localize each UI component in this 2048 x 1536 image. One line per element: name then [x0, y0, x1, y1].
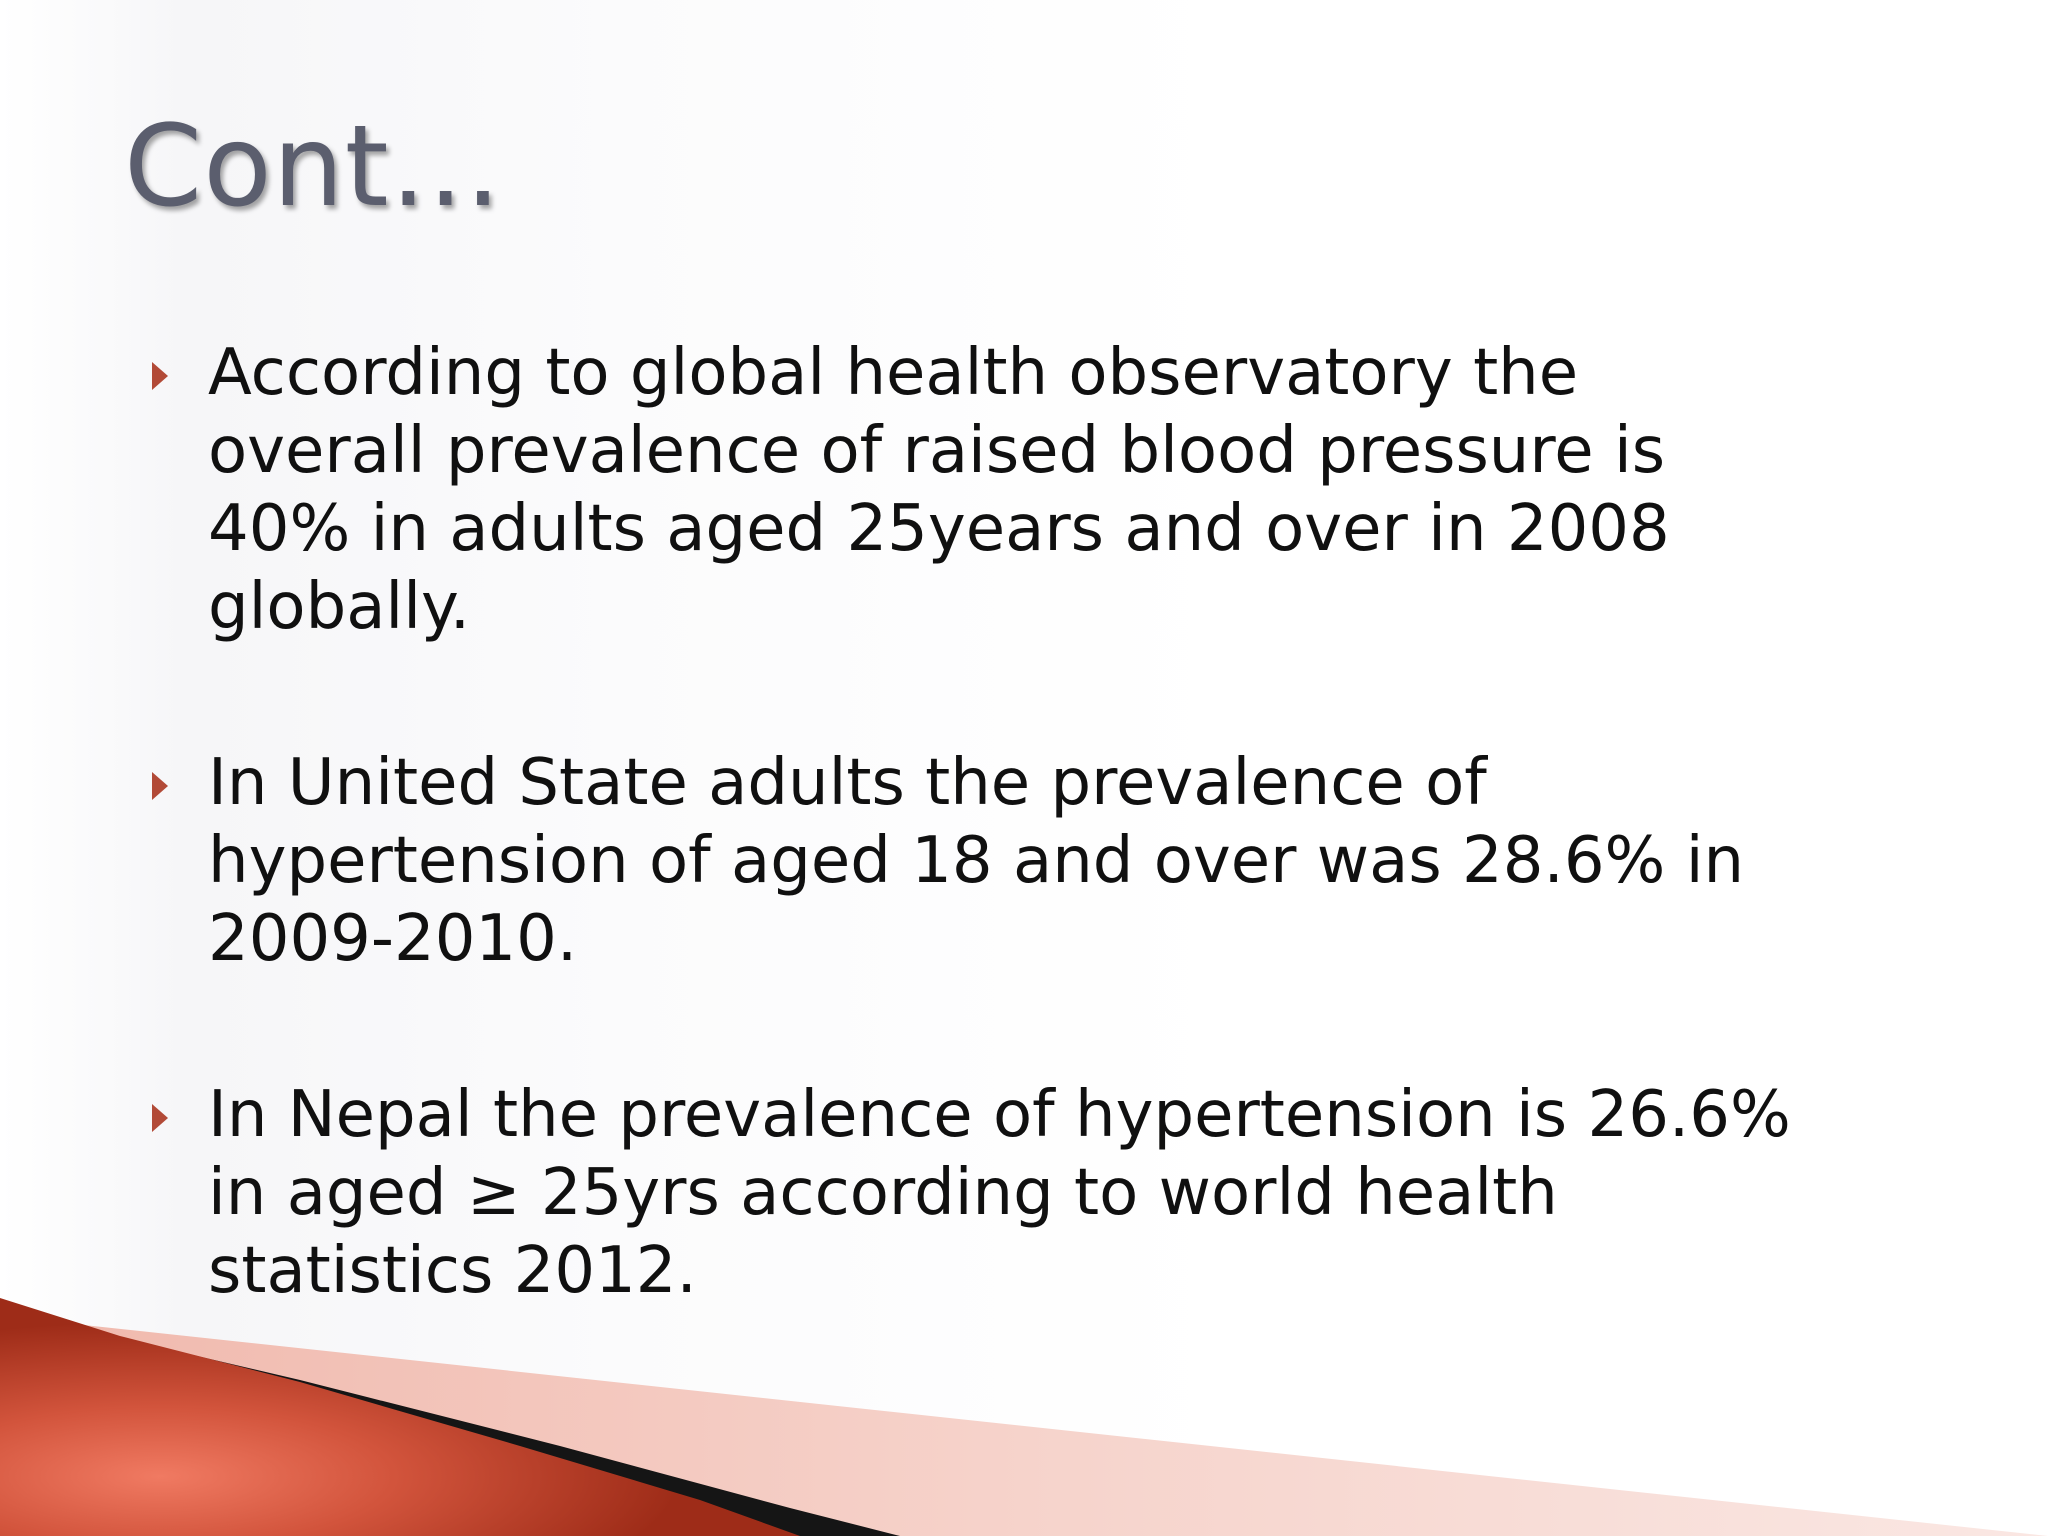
bullet-text: In United State adults the prevalence of hypertension of aged 18 and over was 28.6% in 2009-2010.: [208, 746, 1745, 976]
triangle-right-icon: [152, 772, 168, 800]
bullet-list: [150, 334, 1950, 1310]
bullet-item: [150, 744, 1950, 978]
triangle-right-icon: [152, 1104, 168, 1132]
triangle-right-icon: [152, 362, 168, 390]
bullet-text: According to global health observatory the overall prevalence of raised blood pressure is 40% in adults aged 25years and over in 2008 globally.: [208, 336, 1670, 644]
decorative-footer-swoosh: [0, 1250, 2048, 1536]
slide-title: Cont…: [124, 102, 503, 232]
bullet-text: In Nepal the prevalence of hypertension is 26.6% in aged ≥ 25yrs according to world health statistics 2012.: [208, 1078, 1791, 1308]
bullet-item: [150, 334, 1950, 646]
